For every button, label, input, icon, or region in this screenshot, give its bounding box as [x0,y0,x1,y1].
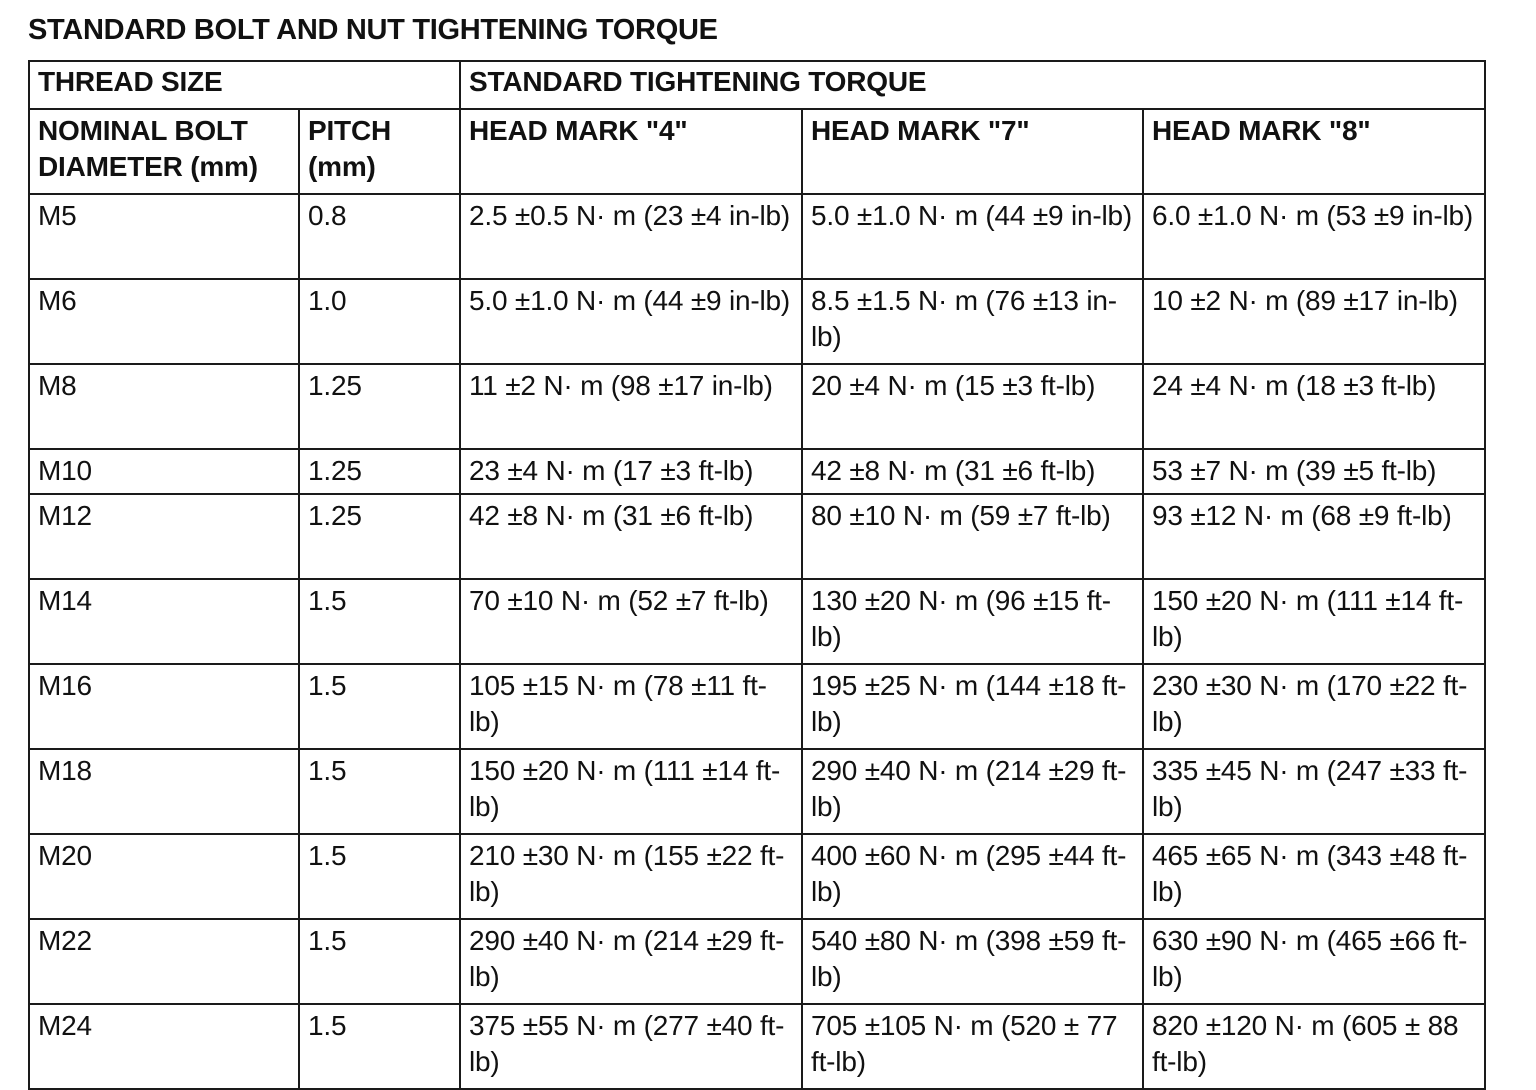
group-header-row [29,61,1485,109]
table-row [29,364,1485,449]
column-header-row [29,109,1485,194]
head-mark-8-cell: 10 ±2 N· m (89 ±17 in-lb) [1143,279,1485,364]
pitch-cell: 1.0 [299,279,460,364]
pitch-cell: 1.25 [299,364,460,449]
head-mark-7-cell: 130 ±20 N· m (96 ±15 ft-lb) [802,579,1143,664]
head-mark-4-cell: 210 ±30 N· m (155 ±22 ft-lb) [460,834,802,919]
head-mark-8-cell: 93 ±12 N· m (68 ±9 ft-lb) [1143,494,1485,579]
torque-table [28,60,1486,1090]
pitch-cell: 1.5 [299,834,460,919]
bolt-size-cell: M22 [29,919,299,1004]
thread-size-header: THREAD SIZE [29,61,460,109]
head-mark-4-cell: 42 ±8 N· m (31 ±6 ft-lb) [460,494,802,579]
table-row [29,834,1485,919]
bolt-size-cell: M8 [29,364,299,449]
head-mark-7-cell: 5.0 ±1.0 N· m (44 ±9 in-lb) [802,194,1143,279]
head-mark-7-cell: 42 ±8 N· m (31 ±6 ft-lb) [802,449,1143,494]
bolt-size-cell: M16 [29,664,299,749]
pitch-header: PITCH (mm) [299,109,460,194]
head-mark-7-cell: 20 ±4 N· m (15 ±3 ft-lb) [802,364,1143,449]
head-mark-7-cell: 290 ±40 N· m (214 ±29 ft-lb) [802,749,1143,834]
pitch-cell: 1.25 [299,494,460,579]
head-mark-4-cell: 105 ±15 N· m (78 ±11 ft-lb) [460,664,802,749]
head-mark-8-cell: 150 ±20 N· m (111 ±14 ft-lb) [1143,579,1485,664]
pitch-cell: 1.25 [299,449,460,494]
bolt-size-cell: M14 [29,579,299,664]
head-mark-7-header: HEAD MARK "7" [802,109,1143,194]
table-row [29,1004,1485,1089]
pitch-cell: 1.5 [299,664,460,749]
head-mark-4-cell: 11 ±2 N· m (98 ±17 in-lb) [460,364,802,449]
head-mark-4-cell: 375 ±55 N· m (277 ±40 ft-lb) [460,1004,802,1089]
table-row [29,749,1485,834]
bolt-size-cell: M10 [29,449,299,494]
head-mark-8-cell: 6.0 ±1.0 N· m (53 ±9 in-lb) [1143,194,1485,279]
head-mark-4-cell: 70 ±10 N· m (52 ±7 ft-lb) [460,579,802,664]
head-mark-7-cell: 195 ±25 N· m (144 ±18 ft-lb) [802,664,1143,749]
head-mark-7-cell: 400 ±60 N· m (295 ±44 ft-lb) [802,834,1143,919]
pitch-cell: 1.5 [299,919,460,1004]
pitch-cell: 1.5 [299,749,460,834]
table-row [29,919,1485,1004]
head-mark-8-cell: 53 ±7 N· m (39 ±5 ft-lb) [1143,449,1485,494]
bolt-size-cell: M6 [29,279,299,364]
head-mark-4-cell: 23 ±4 N· m (17 ±3 ft-lb) [460,449,802,494]
table-row [29,664,1485,749]
pitch-cell: 1.5 [299,579,460,664]
table-row [29,494,1485,579]
head-mark-4-header: HEAD MARK "4" [460,109,802,194]
table-row [29,279,1485,364]
pitch-cell: 1.5 [299,1004,460,1089]
pitch-cell: 0.8 [299,194,460,279]
bolt-size-cell: M24 [29,1004,299,1089]
head-mark-8-cell: 230 ±30 N· m (170 ±22 ft-lb) [1143,664,1485,749]
diameter-header: NOMINAL BOLT DIAMETER (mm) [29,109,299,194]
table-row [29,449,1485,494]
bolt-size-cell: M18 [29,749,299,834]
head-mark-8-header: HEAD MARK "8" [1143,109,1485,194]
head-mark-7-cell: 705 ±105 N· m (520 ± 77 ft-lb) [802,1004,1143,1089]
head-mark-4-cell: 2.5 ±0.5 N· m (23 ±4 in-lb) [460,194,802,279]
head-mark-4-cell: 150 ±20 N· m (111 ±14 ft-lb) [460,749,802,834]
head-mark-8-cell: 335 ±45 N· m (247 ±33 ft-lb) [1143,749,1485,834]
head-mark-4-cell: 290 ±40 N· m (214 ±29 ft-lb) [460,919,802,1004]
table-row [29,194,1485,279]
page-title: STANDARD BOLT AND NUT TIGHTENING TORQUE [28,14,718,46]
bolt-size-cell: M12 [29,494,299,579]
head-mark-4-cell: 5.0 ±1.0 N· m (44 ±9 in-lb) [460,279,802,364]
standard-torque-header: STANDARD TIGHTENING TORQUE [460,61,1485,109]
head-mark-7-cell: 80 ±10 N· m (59 ±7 ft-lb) [802,494,1143,579]
head-mark-8-cell: 630 ±90 N· m (465 ±66 ft-lb) [1143,919,1485,1004]
head-mark-7-cell: 540 ±80 N· m (398 ±59 ft-lb) [802,919,1143,1004]
head-mark-8-cell: 820 ±120 N· m (605 ± 88 ft-lb) [1143,1004,1485,1089]
head-mark-8-cell: 465 ±65 N· m (343 ±48 ft-lb) [1143,834,1485,919]
head-mark-8-cell: 24 ±4 N· m (18 ±3 ft-lb) [1143,364,1485,449]
head-mark-7-cell: 8.5 ±1.5 N· m (76 ±13 in-lb) [802,279,1143,364]
table-row [29,579,1485,664]
bolt-size-cell: M20 [29,834,299,919]
bolt-size-cell: M5 [29,194,299,279]
